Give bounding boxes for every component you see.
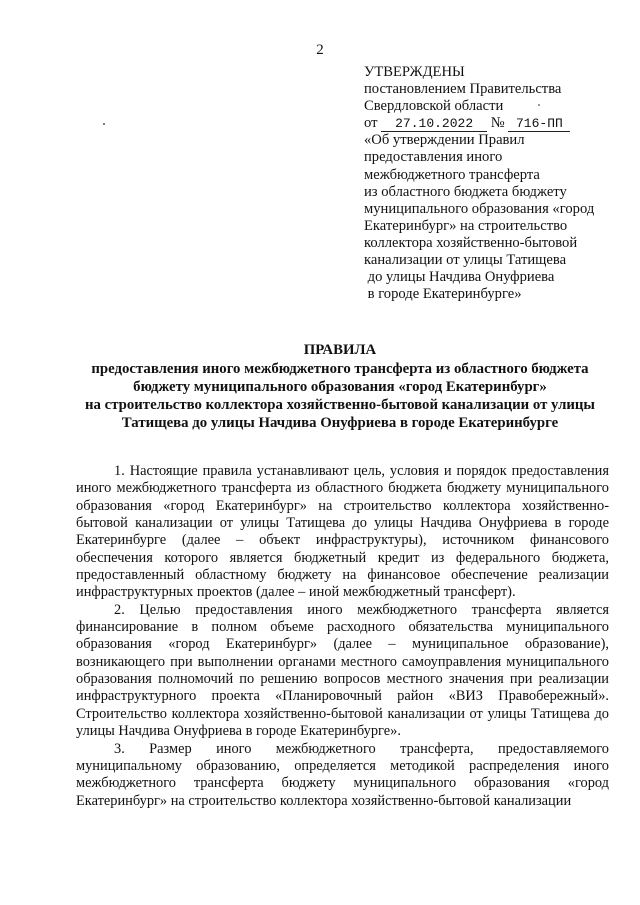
document-heading: [70, 341, 610, 432]
approval-line: межбюджетного трансферта: [364, 166, 540, 183]
approval-title: УТВЕРЖДЕНЫ: [364, 64, 465, 80]
approval-date-line: [364, 115, 634, 132]
paragraph-3: 3. Размер иного межбюджетного трансферта, предоставляемого муниципальному образованию, определяется методикой распределения иного межбюджетного трансферта бюджету муниципального образования «город Екатеринбург» на строительство коллектора хозяйственно-бытовой канализации: [76, 740, 609, 809]
approval-line: в городе Екатеринбурге»: [364, 286, 522, 303]
heading-line: предоставления иного межбюджетного трансферта из областного бюджета: [91, 361, 589, 377]
document-title: ПРАВИЛА: [303, 342, 377, 358]
approval-line: постановлением Правительства: [364, 81, 562, 98]
approval-line: Свердловской области: [364, 98, 504, 115]
approval-block: [364, 64, 634, 303]
approval-line: до улицы Начдива Онуфриева: [364, 269, 555, 286]
paragraph-2: 2. Целью предоставления иного межбюджетного трансферта является финансирование в полном объеме расходного обязательства муниципального образования «город Екатеринбург» (далее – муниципальное образование), возникающего при выполнении органами местного самоуправления муниципального образования полномочий по решению вопросов местного значения при реализации инфраструктурного проекта «Планировочный район «ВИЗ Правобережный». Строительство коллектора хозяйственно-бытовой канализации от улицы Татищева до улицы Начдива Онуфриева в городе Екатеринбурге».: [76, 601, 609, 740]
approval-line: Екатеринбург» на строительство: [364, 217, 568, 234]
approval-line: муниципального образования «город: [364, 200, 595, 217]
heading-line: бюджету муниципального образования «город Екатеринбург»: [133, 379, 547, 395]
heading-line: на строительство коллектора хозяйственно-бытовой канализации от улицы: [85, 397, 595, 413]
approval-date: 27.10.2022: [381, 117, 487, 132]
approval-line: канализации от улицы Татищева: [364, 252, 567, 269]
approval-number: 716-ПП: [508, 117, 570, 132]
page-number: 2: [316, 42, 324, 58]
paragraph-1: 1. Настоящие правила устанавливают цель, условия и порядок предоставления иного межбюджетного трансферта из областного бюджета бюджету муниципального образования «город Екатеринбург» на строительство коллектора хозяйственно-бытовой канализации от улицы Татищева до улицы Начдива Онуфриева в городе Екатеринбурге (далее – объект инфраструктуры), источником финансового обеспечения которого является бюджетный кредит из федерального бюджета, предоставленный областному бюджету на финансовое обеспечение реализации инфраструктурных проектов (далее – иной межбюджетный трансферт).: [76, 463, 609, 601]
heading-line: Татищева до улицы Начдива Онуфриева в городе Екатеринбурге: [121, 415, 559, 431]
number-prefix: №: [490, 115, 505, 132]
date-prefix: от: [364, 115, 378, 132]
approval-line: коллектора хозяйственно-бытовой: [364, 234, 578, 251]
approval-line: предоставления иного: [364, 149, 503, 166]
document-body: [76, 463, 609, 810]
scan-speck: [103, 123, 105, 125]
approval-line: из областного бюджета бюджету: [364, 183, 567, 200]
approval-line: «Об утверждении Правил: [364, 132, 525, 149]
